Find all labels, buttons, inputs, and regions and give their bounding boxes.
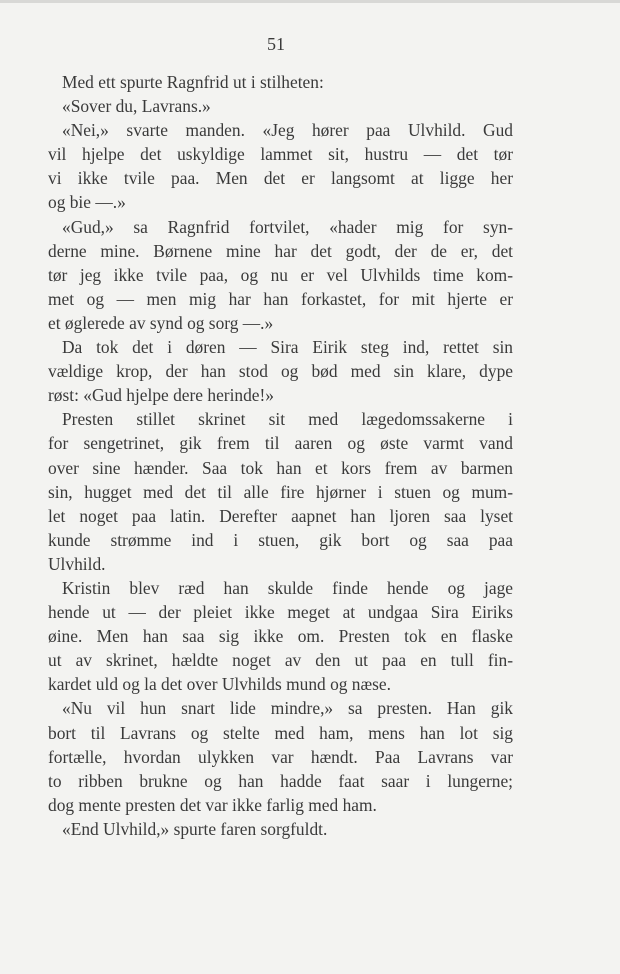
text-line: «Sover du, Lavrans.»	[62, 96, 211, 117]
text-line: vi ikke tvile paa. Men det er langsomt at ligge her	[48, 168, 513, 189]
text-line: vældige krop, der han stod og bød med sin klare, dype	[48, 361, 513, 382]
text-line: Presten stillet skrinet sit med lægedomssakerne i	[62, 409, 513, 430]
text-line: Med ett spurte Ragnfrid ut i stilheten:	[62, 72, 324, 92]
text-line: «End Ulvhild,» spurte faren sorgfuldt.	[62, 818, 328, 839]
text-line: sin, hugget med det til alle fire hjørner i stuen og mum-	[48, 481, 513, 502]
text-line: let noget paa latin. Derefter aapnet han ljoren saa lyset	[48, 505, 513, 526]
text-line: ut av skrinet, hældte noget av den ut paa en tull fin-	[48, 650, 513, 671]
text-line: et øglerede av synd og sorg —.»	[48, 312, 274, 333]
text-line: derne mine. Børnene mine har det godt, der de er, det	[48, 240, 513, 261]
text-line: kardet uld og la det over Ulvhilds mund og næse.	[48, 674, 391, 695]
text-line: hende ut — der pleiet ikke meget at undgaa Sira Eiriks	[48, 602, 513, 623]
text-line: to ribben brukne og han hadde faat saar i lungerne;	[48, 770, 513, 791]
text-line: «Nei,» svarte manden. «Jeg hører paa Ulvhild. Gud	[62, 120, 513, 141]
text-line: over sine hænder. Saa tok han et kors frem av barmen	[48, 457, 513, 478]
text-line: Da tok det i døren — Sira Eirik steg ind, rettet sin	[62, 337, 513, 358]
text-line: fortælle, hvordan ulykken var hændt. Paa Lavrans var	[48, 746, 513, 767]
text-line: «Gud,» sa Ragnfrid fortvilet, «hader mig for syn-	[62, 216, 513, 237]
text-line: Kristin blev ræd han skulde finde hende og jage	[62, 577, 513, 598]
text-line: Ulvhild.	[48, 553, 106, 574]
page-number: 51	[267, 34, 285, 54]
text-line: tør jeg ikke tvile paa, og nu er vel Ulvhilds time kom-	[48, 264, 513, 285]
text-line: met og — men mig har han forkastet, for mit hjerte er	[48, 288, 513, 309]
page-top-edge	[0, 0, 620, 3]
text-line: «Nu vil hun snart lide mindre,» sa presten. Han gik	[62, 698, 513, 719]
body-text	[48, 70, 513, 841]
text-line: øine. Men han saa sig ikke om. Presten tok en flaske	[48, 626, 513, 647]
text-line: bort til Lavrans og stelte med ham, mens han lot sig	[48, 722, 513, 743]
text-line: røst: «Gud hjelpe dere herinde!»	[48, 385, 275, 406]
text-line: kunde strømme ind i stuen, gik bort og saa paa	[48, 529, 513, 550]
text-line: og bie —.»	[48, 192, 126, 213]
text-line: for sengetrinet, gik frem til aaren og øste varmt vand	[48, 433, 513, 454]
text-line: dog mente presten det var ikke farlig med ham.	[48, 794, 377, 815]
text-line: vil hjelpe det uskyldige lammet sit, hustru — det tør	[48, 144, 513, 165]
